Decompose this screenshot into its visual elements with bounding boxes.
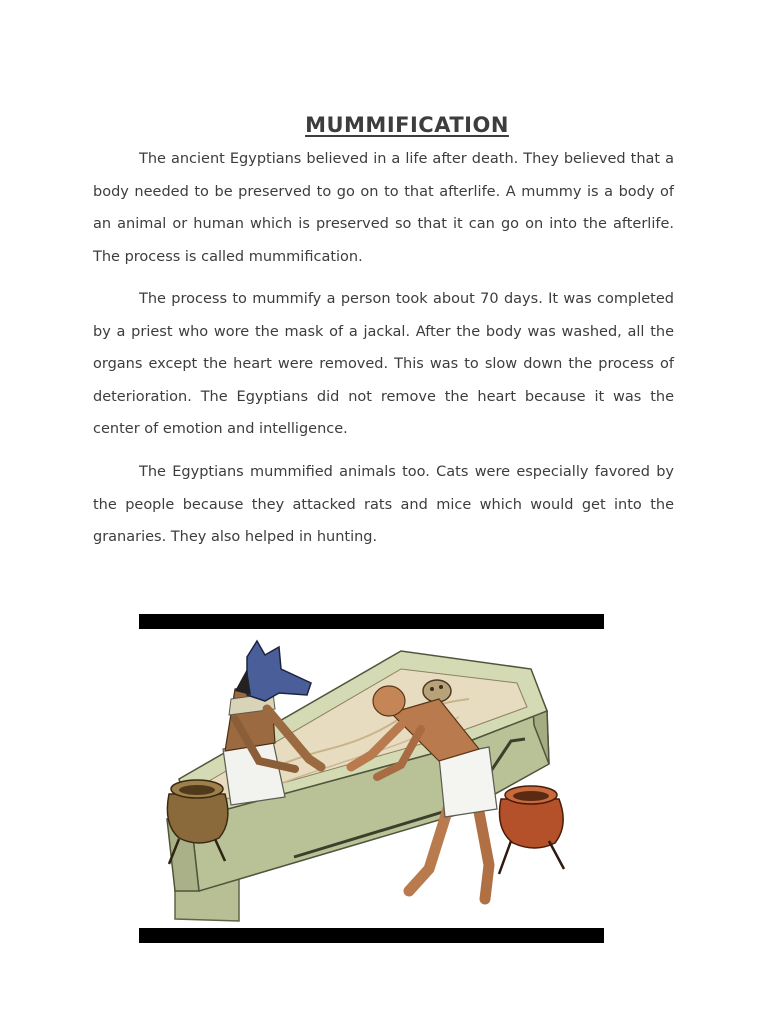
paragraph-3: The Egyptians mummified animals too. Cats were especially favored by the people because they attacked rats and mice which would get into the granaries. They also helped in hunting. xyxy=(93,464,674,546)
page-title: MUMMIFICATION xyxy=(305,113,509,137)
mummification-illustration xyxy=(139,614,604,943)
figure-bottom-bar xyxy=(139,928,604,943)
embalming-scene-image xyxy=(139,629,604,928)
mummy-head xyxy=(423,680,451,702)
clay-jar-right xyxy=(499,786,564,874)
paragraph-2: The process to mummify a person took about 70 days. It was completed by a priest who wore the mask of a jackal. After the body was washed, all the organs except the heart were removed. This was to slow down the process of deterioration. The Egyptians did not remove the heart because it was the center of emotion and intelligence. xyxy=(93,291,674,438)
figure-top-bar xyxy=(139,614,604,629)
paragraph-1: The ancient Egyptians believed in a life after death. They believed that a body needed to be preserved to go on to that afterlife. A mummy is a body of an animal or human which is preserved so that it can go on into the afterlife. The process is called mummification. xyxy=(93,151,674,265)
